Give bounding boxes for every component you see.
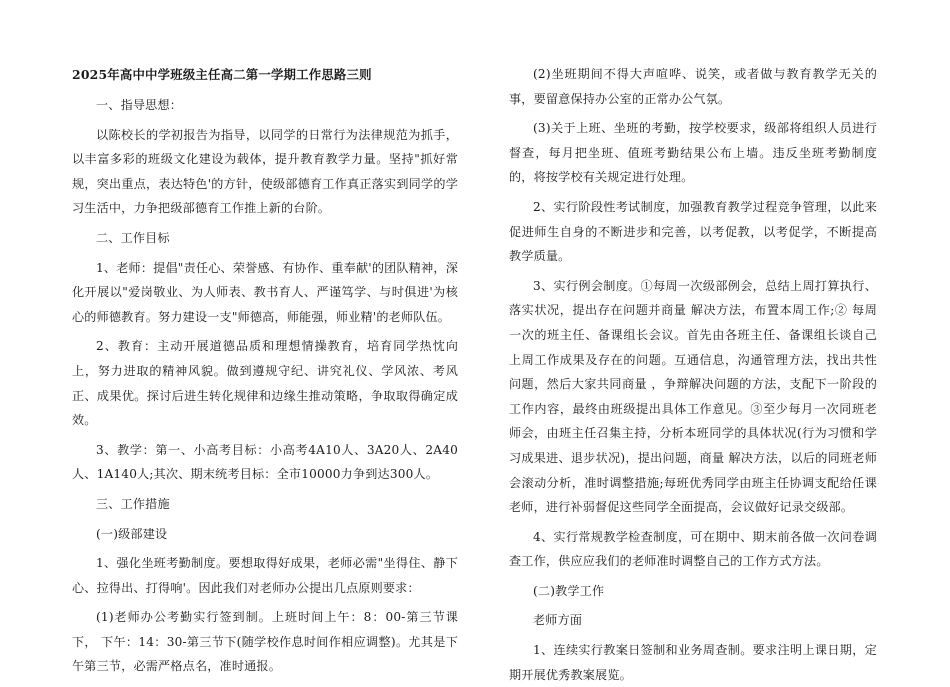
section-heading-guiding-ideology: 一、指导思想： (96, 98, 183, 112)
paragraph: (3)关于上班、坐班的考勤，按学校要求，级部将组织人员进行督查，每月把坐班、值班考勤结果公布上墙。违反坐班考勤制度的，将按学校有关规定进行处理。 (509, 121, 877, 185)
paragraph: 2、教育：主动开展道德品质和理想情操教育，培育同学热忱向上，努力进取的精神风貌。做到遵规守纪、讲究礼仪、学风浓、考风正、成果优。探讨后进生转化规律和边缘生推动策略，争取取得确定成效。 (72, 339, 458, 428)
paragraph: 3、教学：第一、小高考目标：小高考4A10人、3A20人、2A40人、1A140人;其次、期末统考目标：全市10000力争到达300人。 (72, 442, 458, 482)
document-title: 2025年高中中学班级主任高二第一学期工作思路三则 (72, 67, 372, 82)
paragraph: (1)老师办公考勤实行签到制。上班时间上午：8：00-第三节课下， 下午：14：30-第三节下(随学校作息时间作相应调整)。尤其是下午第三节，必需严格点名，准时通报。 (72, 610, 458, 674)
paragraph: 4、实行常规教学检查制度，可在期中、期末前各做一次问卷调查工作，供应应我们的老师准时调整自己的工作方式方法。 (509, 529, 877, 569)
paragraph: 1、连续实行教案日签制和业务周查制。要求注明上课日期，定期开展优秀教案展览。 (509, 643, 877, 682)
paragraph: 以陈校长的学初报告为指导，以同学的日常行为法律规范为抓手，以丰富多彩的班级文化建设为载体，提升教育教学力量。坚持"抓好常规，突出重点，表达特色'的方针，使级部德育工作真正落实到同学的学习生活中，力争把级部德育工作推上新的台阶。 (72, 127, 458, 216)
subsection-heading: (二)教学工作 (533, 583, 605, 598)
paragraph: (2)坐班期间不得大声喧哗、说笑，或者做与教育教学无关的事，要留意保持办公室的正常办公气氛。 (509, 67, 877, 106)
paragraph: 3、实行例会制度。①每周一次级部例会，总结上周打算执行、落实状况，提出存在问题并商量 解决方法，布置本周工作;② 每周一次的班主任、备课组长会议。首先由各班主任、备课组长谈自己上周工作成果及存在的问题。互通信息，沟通管理方法，找出共性问题，然后大家共同商量 ，争辩解决问题的方法，支配下一阶段的工作内容，最终由班级提出具体工作意见。③至少每月一次同班老师会，由班主任召集主持，分析本班同学的具体状况(行为习惯和学习成果进、退步状况)，提出问题，商量 解决方法，以后的同班老师会滚动分析，准时调整措施;每班优秀同学由班主任协调支配给任课老师，进行补弱督促这些同学全面提高，会议做好记录交级部。 (509, 278, 877, 515)
paragraph: 1、强化坐班考勤制度。要想取得好成果，老师必需"坐得住、静下心、拉得出、打得响'。因此我们对老师办公提出几点原则要求： (72, 556, 458, 595)
subsection-heading: (一)级部建设 (96, 526, 168, 541)
paragraph: 1、老师：提倡"责任心、荣誉感、有协作、重奉献'的团队精神，深化开展以"爱岗敬业、为人师表、教书育人、严谨笃学、与时俱进'为核心的师德教育。努力建设一支"师德高，师能强，师业精'的老师队伍。 (72, 260, 458, 324)
section-heading-work-measures: 三、工作措施 (96, 496, 170, 511)
right-column (509, 62, 877, 687)
section-heading-work-goals: 二、工作目标 (96, 230, 170, 245)
paragraph: 2、实行阶段性考试制度，加强教育教学过程竞争管理，以此来促进师生自身的不断进步和完善，以考促教，以考促学，不断提高教学质量。 (509, 199, 877, 264)
subsection-heading: 老师方面 (533, 613, 583, 628)
left-column (72, 62, 458, 679)
